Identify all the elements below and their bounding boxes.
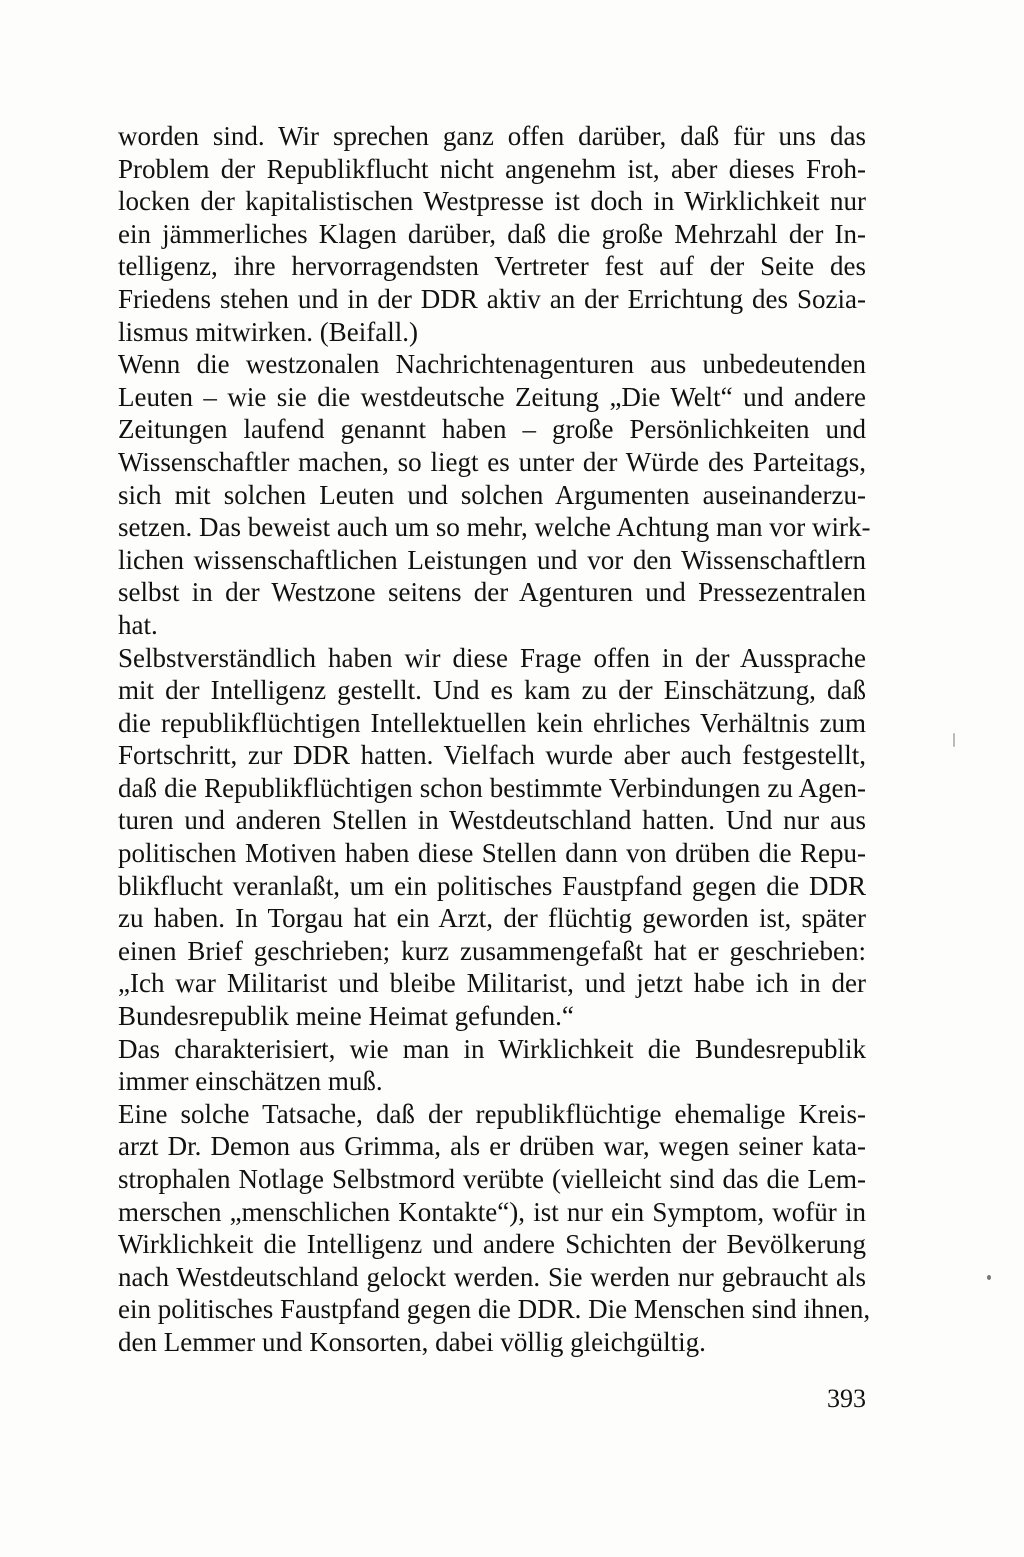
- text-line: lichen wissenschaftlichen Leistungen und vor den Wissenschaftlern: [118, 544, 866, 575]
- scan-speck: [987, 1275, 991, 1280]
- text-line: Fortschritt, zur DDR hatten. Vielfach wurde aber auch festgestellt,: [118, 740, 866, 771]
- text-line: den Lemmer und Konsorten, dabei völlig gleichgültig.: [118, 1326, 706, 1357]
- text-line: selbst in der Westzone seitens der Agenturen und Pressezentralen: [118, 577, 866, 608]
- scan-speck: [953, 733, 955, 747]
- text-line: setzen. Das beweist auch um so mehr, welche Achtung man vor wirk-: [118, 512, 871, 543]
- text-line: Selbstverständlich haben wir diese Frage offen in der Aussprache: [118, 642, 866, 673]
- text-line: einen Brief geschrieben; kurz zusammengefaßt hat er geschrieben:: [118, 935, 866, 966]
- page-number: 393: [827, 1384, 866, 1413]
- text-line: blikflucht veranlaßt, um ein politisches Faustpfand gegen die DDR: [118, 870, 866, 901]
- text-line: die republikflüchtigen Intellektuellen kein ehrliches Verhältnis zum: [118, 707, 866, 738]
- text-line: lismus mitwirken. (Beifall.): [118, 316, 418, 347]
- text-line: nach Westdeutschland gelockt werden. Sie werden nur gebraucht als: [118, 1261, 866, 1292]
- text-line: worden sind. Wir sprechen ganz offen darüber, daß für uns das: [118, 121, 866, 151]
- text-line: turen und anderen Stellen in Westdeutschland hatten. Und nur aus: [118, 805, 866, 836]
- text-line: strophalen Notlage Selbstmord verübte (vielleicht sind das die Lem-: [118, 1164, 866, 1194]
- text-line: Das charakterisiert, wie man in Wirklichkeit die Bundesrepublik: [118, 1033, 866, 1064]
- text-line: mit der Intelligenz gestellt. Und es kam zu der Einschätzung, daß: [118, 675, 866, 706]
- text-line: telligenz, ihre hervorragendsten Vertreter fest auf der Seite des: [118, 251, 866, 282]
- text-line: daß die Republikflüchtigen schon bestimmte Verbindungen zu Agen-: [118, 772, 866, 803]
- text-line: zu haben. In Torgau hat ein Arzt, der flüchtig geworden ist, später: [118, 903, 866, 934]
- text-line: Zeitungen laufend genannt haben – große Persönlichkeiten und: [118, 414, 866, 445]
- text-line: arzt Dr. Demon aus Grimma, als er drüben war, wegen seiner kata-: [118, 1131, 866, 1162]
- text-line: ein jämmerliches Klagen darüber, daß die große Mehrzahl der In-: [118, 218, 866, 249]
- text-line: locken der kapitalistischen Westpresse ist doch in Wirklichkeit nur: [118, 186, 866, 217]
- text-line: immer einschätzen muß.: [118, 1066, 383, 1097]
- text-line: Leuten – wie sie die westdeutsche Zeitung „Die Welt“ und andere: [118, 381, 866, 412]
- text-line: merschen „menschlichen Kontakte“), ist nur ein Symptom, wofür in: [118, 1196, 866, 1227]
- text-line: politischen Motiven haben diese Stellen dann von drüben die Repu-: [118, 838, 866, 869]
- text-line: Wissenschaftler machen, so liegt es unter der Würde des Parteitags,: [118, 446, 866, 477]
- text-line: sich mit solchen Leuten und solchen Argumenten auseinanderzu-: [118, 479, 866, 510]
- text-line: Friedens stehen und in der DDR aktiv an der Errichtung des Sozia-: [118, 283, 866, 314]
- text-line: Eine solche Tatsache, daß der republikflüchtige ehemalige Kreis-: [118, 1098, 866, 1129]
- text-line: „Ich war Militarist und bleibe Militarist, und jetzt habe ich in der: [118, 968, 866, 999]
- text-line: Wenn die westzonalen Nachrichtenagenturen aus unbedeutenden: [118, 349, 866, 380]
- text-line: hat.: [118, 609, 158, 640]
- text-line: Wirklichkeit die Intelligenz und andere Schichten der Bevölkerung: [118, 1229, 866, 1260]
- body-text: [118, 120, 871, 1359]
- text-line: Problem der Republikflucht nicht angenehm ist, aber dieses Froh-: [118, 153, 866, 184]
- text-line: Bundesrepublik meine Heimat gefunden.“: [118, 1001, 574, 1032]
- text-line: ein politisches Faustpfand gegen die DDR. Die Menschen sind ihnen,: [118, 1294, 871, 1325]
